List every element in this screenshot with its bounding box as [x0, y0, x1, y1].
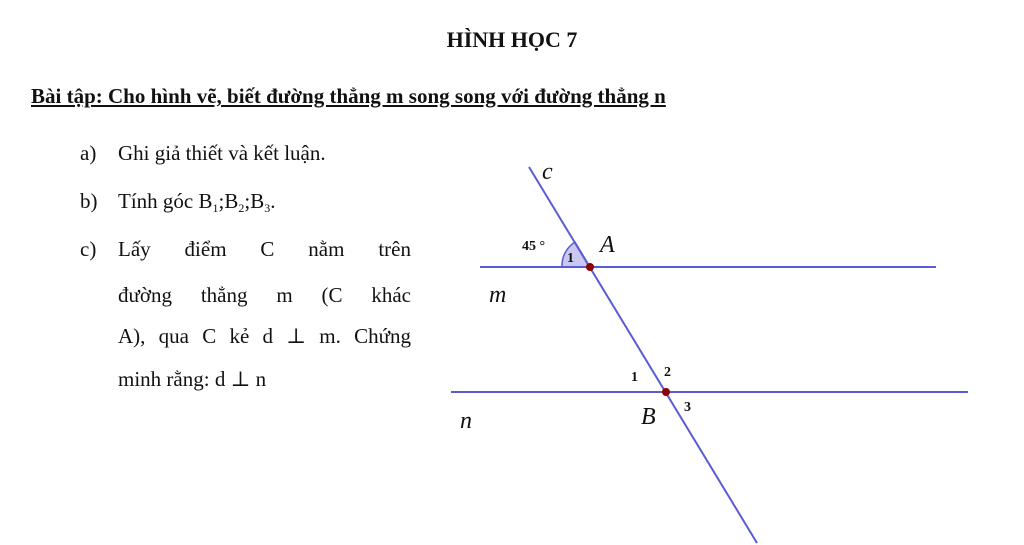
angle-b2-text: $B_2$	[224, 189, 245, 215]
label-point-a: A	[600, 232, 615, 258]
question-a-text: Ghi giả thiết và kết luận.	[118, 141, 326, 165]
angle-b1-text: $B_1$	[198, 189, 219, 215]
question-c-line-1: Lấy điểm C nằm trên	[118, 237, 411, 261]
label-line-n: n	[460, 408, 472, 434]
angle-b3-text: $B_3$	[250, 189, 271, 215]
label-line-c: c	[542, 159, 553, 185]
label-line-m: m	[489, 282, 507, 308]
label-angle-45: 45 °	[522, 239, 546, 254]
question-b-label: b)	[80, 189, 98, 213]
separator: ;	[218, 189, 225, 213]
exercise-statement: Bài tập: Cho hình vẽ, biết đường thẳng m song song với đường thẳng n	[31, 84, 666, 108]
label-angle-b3: 3	[684, 400, 691, 415]
label-point-b: B	[641, 404, 656, 430]
question-a-label: a)	[80, 141, 97, 165]
question-c-line-2: đường thẳng m (C khác	[118, 283, 411, 307]
question-c-label: c)	[80, 237, 97, 261]
label-angle-b2: 2	[664, 365, 671, 380]
question-c-line-3: A), qua C kẻ d ⊥ m. Chứng	[118, 324, 411, 348]
question-b-end: .	[270, 189, 276, 213]
line-c	[529, 167, 757, 543]
separator: ;	[244, 189, 251, 213]
page-title: HÌNH HỌC 7	[446, 27, 578, 52]
label-angle-a1: 1	[567, 251, 574, 266]
question-b-prefix: Tính góc	[118, 189, 199, 213]
question-c-line-4: minh rằng: d ⊥ n	[118, 367, 267, 391]
label-angle-b1: 1	[631, 370, 638, 385]
point-b-dot	[662, 388, 670, 396]
point-a-dot	[586, 263, 594, 271]
